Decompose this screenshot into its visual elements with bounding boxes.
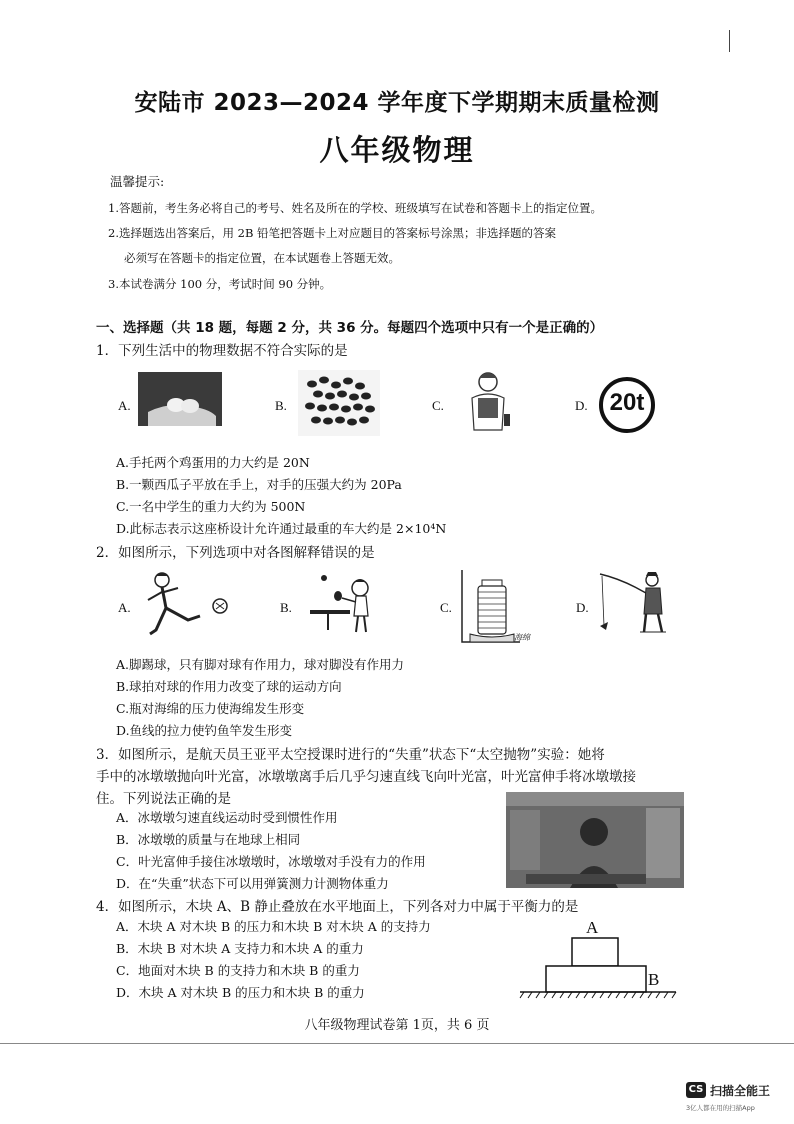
q1-label-c: C.	[432, 398, 444, 413]
q2-image-table-tennis	[310, 572, 380, 638]
q4-option-d: D．木块 A 对木块 B 的压力和木块 B 的重力	[116, 985, 365, 1000]
q2-option-b: B.球拍对球的作用力改变了球的运动方向	[116, 679, 342, 694]
q3-option-c: C．叶光富伸手接住冰墩墩时，冰墩墩对手没有力的作用	[116, 854, 426, 869]
tips-heading: 温馨提示:	[110, 174, 165, 189]
tip-3: 3.本试卷满分 100 分，考试时间 90 分钟。	[108, 277, 332, 291]
q2-image-kicking-ball	[140, 570, 230, 640]
q2-option-d: D.鱼线的拉力使钓鱼竿发生形变	[116, 723, 293, 738]
q2-label-b: B.	[280, 600, 292, 615]
q1-option-a: A.手托两个鸡蛋用的力大约是 20N	[116, 455, 310, 470]
q2-option-a: A.脚踢球，只有脚对球有作用力，球对脚没有作用力	[116, 657, 405, 672]
q4-option-c: C．地面对木块 B 的支持力和木块 B 的重力	[116, 963, 360, 978]
q1-image-student	[458, 368, 520, 438]
q2-label-c: C.	[440, 600, 452, 615]
q3-option-d: D．在“失重”状态下可以用弹簧测力计测物体重力	[116, 876, 389, 891]
tip-2: 2.选择题选出答案后，用 2B 铅笔把答题卡上对应题目的答案标号涂黑；非选择题的答案	[108, 226, 557, 240]
page-bottom-rule	[0, 1043, 794, 1044]
camscanner-tagline: 3亿人都在用的扫描App	[686, 1104, 755, 1112]
exam-subject: 八年级物理	[319, 133, 475, 167]
tip-1: 1.答题前，考生务必将自己的考号、姓名及所在的学校、班级填写在试卷和答题卡上的指定位置。	[108, 201, 602, 215]
page-footer: 八年级物理试卷第 1页，共 6 页	[304, 1018, 490, 1033]
q3-stem-line-3: 住。下列说法正确的是	[96, 791, 231, 807]
q3-image-space-class	[506, 792, 684, 888]
q1-stem: 1．下列生活中的物理数据不符合实际的是	[96, 343, 348, 359]
q2-label-a: A.	[118, 600, 131, 615]
tip-2-cont: 必须写在答题卡的指定位置，在本试题卷上答题无效。	[124, 251, 400, 265]
scan-edge-mark	[729, 30, 730, 52]
q2-option-c: C.瓶对海绵的压力使海绵发生形变	[116, 701, 305, 716]
camscanner-logo-icon: CS	[686, 1082, 706, 1098]
q4-stem: 4．如图所示，木块 A、B 静止叠放在水平地面上，下列各对力中属于平衡力的是	[96, 899, 579, 915]
q4-blocks-diagram	[516, 934, 680, 1004]
camscanner-name: 扫描全能王	[710, 1084, 771, 1098]
q1-image-melon-seeds	[298, 370, 380, 436]
q4-option-a: A．木块 A 对木块 B 的压力和木块 B 对木块 A 的支持力	[116, 919, 431, 934]
q3-stem-line-2: 手中的冰墩墩抛向叶光富，冰墩墩离手后几乎匀速直线飞向叶光富，叶光富伸手将冰墩墩接	[96, 769, 636, 785]
q4-block-a-label: A	[586, 918, 599, 937]
q1-sign-text: 20t	[609, 389, 645, 416]
q4-block-b-label: B	[648, 970, 660, 989]
q1-label-d: D.	[575, 398, 588, 413]
q1-label-a: A.	[118, 398, 131, 413]
exam-title: 安陆市 2023—2024 学年度下学期期末质量检测	[134, 90, 660, 116]
q1-option-d: D.此标志表示这座桥设计允许通过最重的车大约是 2×10⁴N	[116, 521, 447, 536]
section-choice-heading: 一、选择题（共 18 题，每题 2 分，共 36 分。每题四个选项中只有一个是正确的）	[96, 320, 604, 336]
q3-stem-line-1: 3．如图所示，是航天员王亚平太空授课时进行的“失重”状态下“太空抛物”实验：她将	[96, 747, 605, 763]
q2-sponge-label: 海绵	[514, 633, 530, 642]
q1-label-b: B.	[275, 398, 287, 413]
q2-stem: 2．如图所示，下列选项中对各图解释错误的是	[96, 545, 375, 561]
q2-image-fishing	[596, 570, 676, 640]
q1-option-b: B.一颗西瓜子平放在手上，对手的压强大约为 20Pa	[116, 477, 402, 492]
q1-option-c: C.一名中学生的重力大约为 500N	[116, 499, 306, 514]
q3-option-b: B．冰墩墩的质量与在地球上相同	[116, 832, 301, 847]
q1-image-eggs-in-hand	[138, 372, 222, 426]
q3-option-a: A．冰墩墩匀速直线运动时受到惯性作用	[116, 810, 338, 825]
q2-label-d: D.	[576, 600, 589, 615]
q4-option-b: B．木块 B 对木块 A 支持力和木块 A 的重力	[116, 941, 364, 956]
